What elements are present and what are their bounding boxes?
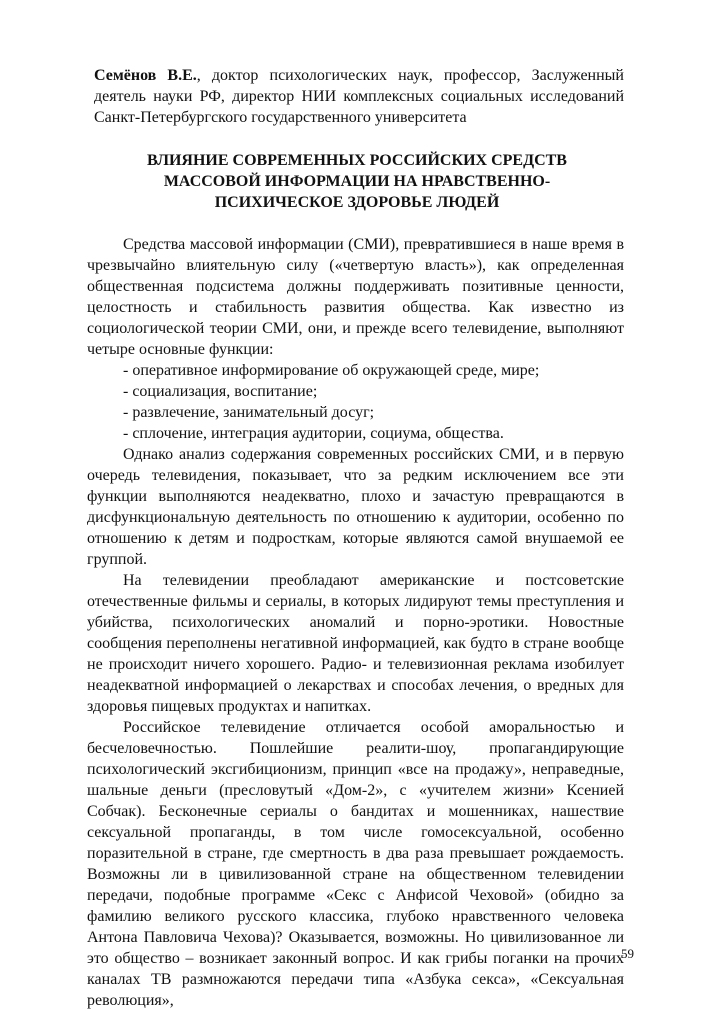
list-item: - социализация, воспитание; — [123, 383, 318, 400]
paragraph-analysis: Однако анализ содержания современных российских СМИ, и в первую очередь телевидения, показывает, что за редким исключением все эти функции выполняются неадекватно, плохо и зачастую превращаются в дисфункциональную деятельность по отношению к аудитории, особенно по отношению к детям и подросткам, которые являются самой внушаемой ее группой. — [87, 446, 624, 568]
list-item: - развлечение, занимательный досуг; — [123, 404, 375, 421]
paragraph-russian-tv: Российское телевидение отличается особой аморальностью и бесчеловечностью. Пошлейшие реалити-шоу, пропагандирующие психологический эксгибиционизм, принцип «все на продажу», неправедные, шальные деньги (пресловутый «Дом-2», с «учителем жизни» Ксенией Собчак). Бесконечные сериалы о бандитах и мошенниках, нашествие сексуальной пропаганды, в том числе гомосексуальной, особенно поразительной в стране, где смертность в два раза превышает рождаемость. Возможны ли в цивилизованной стране на общественном телевидении передачи, подобные программе «Секс с Анфисой Чеховой» (обидно за фамилию великого русского классика, глубоко нравственного человека Антона Павловича Чехова)? Оказывается, возможны. Но цивилизованное ли это общество – возникает законный вопрос. И как грибы поганки на прочих каналах ТВ размножаются передачи типа «Азбука секса», «Сексуальная революция», — [87, 719, 624, 1009]
list-item: - оперативное информирование об окружающей среде, мире; — [123, 362, 540, 379]
author-affiliation: , доктор психологических наук, профессор, Заслуженный деятель науки РФ, директор НИИ комплексных социальных исследований Санкт-Петербургского государственного университета — [94, 67, 624, 126]
list-item: - сплочение, интеграция аудитории, социума, общества. — [123, 425, 504, 442]
paragraph-television: На телевидении преобладают американские и постсоветские отечественные фильмы и сериалы, в которых лидируют темы преступления и убийства, психологических аномалий и порно-эротики. Новостные сообщения переполнены негативной информацией, как будто в стране вообще не происходит ничего хорошего. Радио- и телевизионная реклама изобилует неадекватной информацией о лекарствах и способах лечения, о вредных для здоровья пищевых продуктах и напитках. — [87, 572, 624, 715]
article-title: ВЛИЯНИЕ СОВРЕМЕННЫХ РОССИЙСКИХ СРЕДСТВ МАССОВОЙ ИНФОРМАЦИИ НА НРАВСТВЕННО-ПСИХИЧЕСКОЕ ЗДОРОВЬЕ ЛЮДЕЙ — [147, 152, 567, 211]
paragraph-intro: Средства массовой информации (СМИ), превратившиеся в наше время в чрезвычайно влиятельную силу («четвертую власть»), как определенная общественная подсистема должны поддерживать позитивные ценности, целостность и стабильность развития общества. Как известно из социологической теории СМИ, они, и прежде всего телевидение, выполняют четыре основные функции: — [87, 236, 624, 358]
author-block — [94, 65, 624, 128]
article-body — [87, 234, 624, 1011]
page-number: 59 — [621, 946, 634, 961]
author-name: Семёнов В.Е. — [94, 67, 197, 84]
